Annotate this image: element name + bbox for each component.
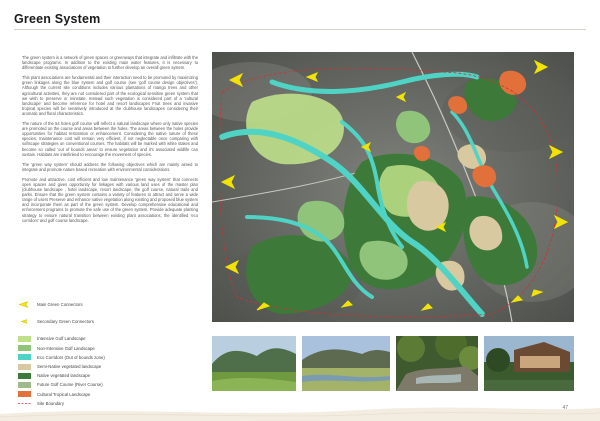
legend-item-future-golf xyxy=(18,380,208,389)
page-number: 47 xyxy=(562,405,568,411)
legend-item-semi-native xyxy=(18,362,208,371)
title-rule xyxy=(14,29,586,30)
body-text xyxy=(22,55,198,228)
legend-label: Site Boundary xyxy=(37,400,64,406)
swatch xyxy=(18,345,31,351)
legend-item-eco-corridors xyxy=(18,353,208,362)
paragraph-intro: The green system is a network of green spaces or greenways that integrate and infiltrate with the landscape programs. In addition to the existing main water features, it is necessary to differentiate existing associations of vegetation to further develop an overall green system. xyxy=(22,55,198,71)
legend-item-secondary-green-connectors xyxy=(18,317,208,326)
legend-label: Secondary Green Connectors xyxy=(37,319,94,325)
page-title: Green System xyxy=(14,12,101,26)
legend-label: Intensive Golf Landscape xyxy=(37,336,86,342)
footer-wave xyxy=(0,392,600,421)
paragraph-golf-course-nature: The nature of the 54 holes golf course will reflect a natural landscape where only native species are promoted on the course and areas between the holes. The areas between the holes provide opportunities for habitat restoration or enhancement. Considering the native nature of these species, maintenance cost will remain very efficient, if not neglectable once comparing with softscape strategies on conventional courses. The habitats will be marked with white stakes and become so called 'out of bounds areas' to ensure vegetation and it's associated wildlife can sustain. Habitats are interlinked to encourage the movement of species. xyxy=(22,121,198,157)
photo-river-meadow xyxy=(302,336,390,391)
legend-label: Native vegetated landscape xyxy=(37,373,91,379)
swatch xyxy=(18,373,31,379)
paragraph-plant-associations: This plant associations are fundamental and their interaction need to be promoted by maximizing green linkages along the blue system and golf course (see 'golf course design objectives'). Although the current site conditions includes various plantations of mango trees and other agricultural activities, they are not considered part of the ecological sensitive green system that we wish to preserve or reinstate. Instead such vegetation is considered part of a 'cultural landscape' and become reference for hotel and resort landscapes Fruit trees and invasive tropical species will be sensitively introduced at the clubhouse landscapes considering their aromatic and floral characteristics. xyxy=(22,75,198,116)
legend-item-main-green-connectors xyxy=(18,300,208,309)
swatch xyxy=(18,364,31,370)
photo-forest-stream xyxy=(396,336,478,391)
swatch xyxy=(18,336,31,342)
main-connector-arrow-icon xyxy=(18,301,31,308)
legend-label: Main Green Connectors xyxy=(37,302,83,308)
legend-label: Cultural Tropical Landscape xyxy=(37,391,91,397)
paragraph-promote: Promote and attractive, cost efficient and low maintenance 'green way system' that connects open spaces and gives opportunity for linkages with various land uses of the master plan (clubhouse landscape , hotel landscape, resort landscape, the golf course, natural trails and parks. Ensure that the green system contains a variety of features to attract and serve a wide range of users Preserve and enhance native vegetation along existing and proposed blue system and incorporate them as part of the green system. Develop comprehensive educational and enforcement programs to promote the safe use of the green system. Provide adequate planting strategy to ensure natural transition between existing plant associations; the identified 'eco corridors' and golf course landscape. xyxy=(22,176,198,223)
legend-item-native xyxy=(18,371,208,380)
secondary-connector-arrow-icon xyxy=(18,318,31,325)
photo-tropical-villa xyxy=(484,336,574,391)
legend-label: Semi-Native vegetated landscape xyxy=(37,364,102,370)
swatch xyxy=(18,354,31,360)
swatch xyxy=(18,382,31,388)
photo-green-hills xyxy=(212,336,296,391)
paragraph-objectives: The 'green way system' should address the following objectives which are mainly aimed to integrate and promote nature based recreation with environmental considerations. xyxy=(22,161,198,172)
legend-label: Non-Intensive Golf Landscape xyxy=(37,345,95,351)
legend-item-non-intensive-golf xyxy=(18,344,208,353)
photo-strip xyxy=(212,336,574,391)
legend-label: Eco Corridors (Out of bounds zone) xyxy=(37,354,105,360)
site-plan-map xyxy=(212,52,574,322)
legend-item-intensive-golf xyxy=(18,334,208,343)
legend-label: Future Golf Course (River Course) xyxy=(37,382,103,388)
